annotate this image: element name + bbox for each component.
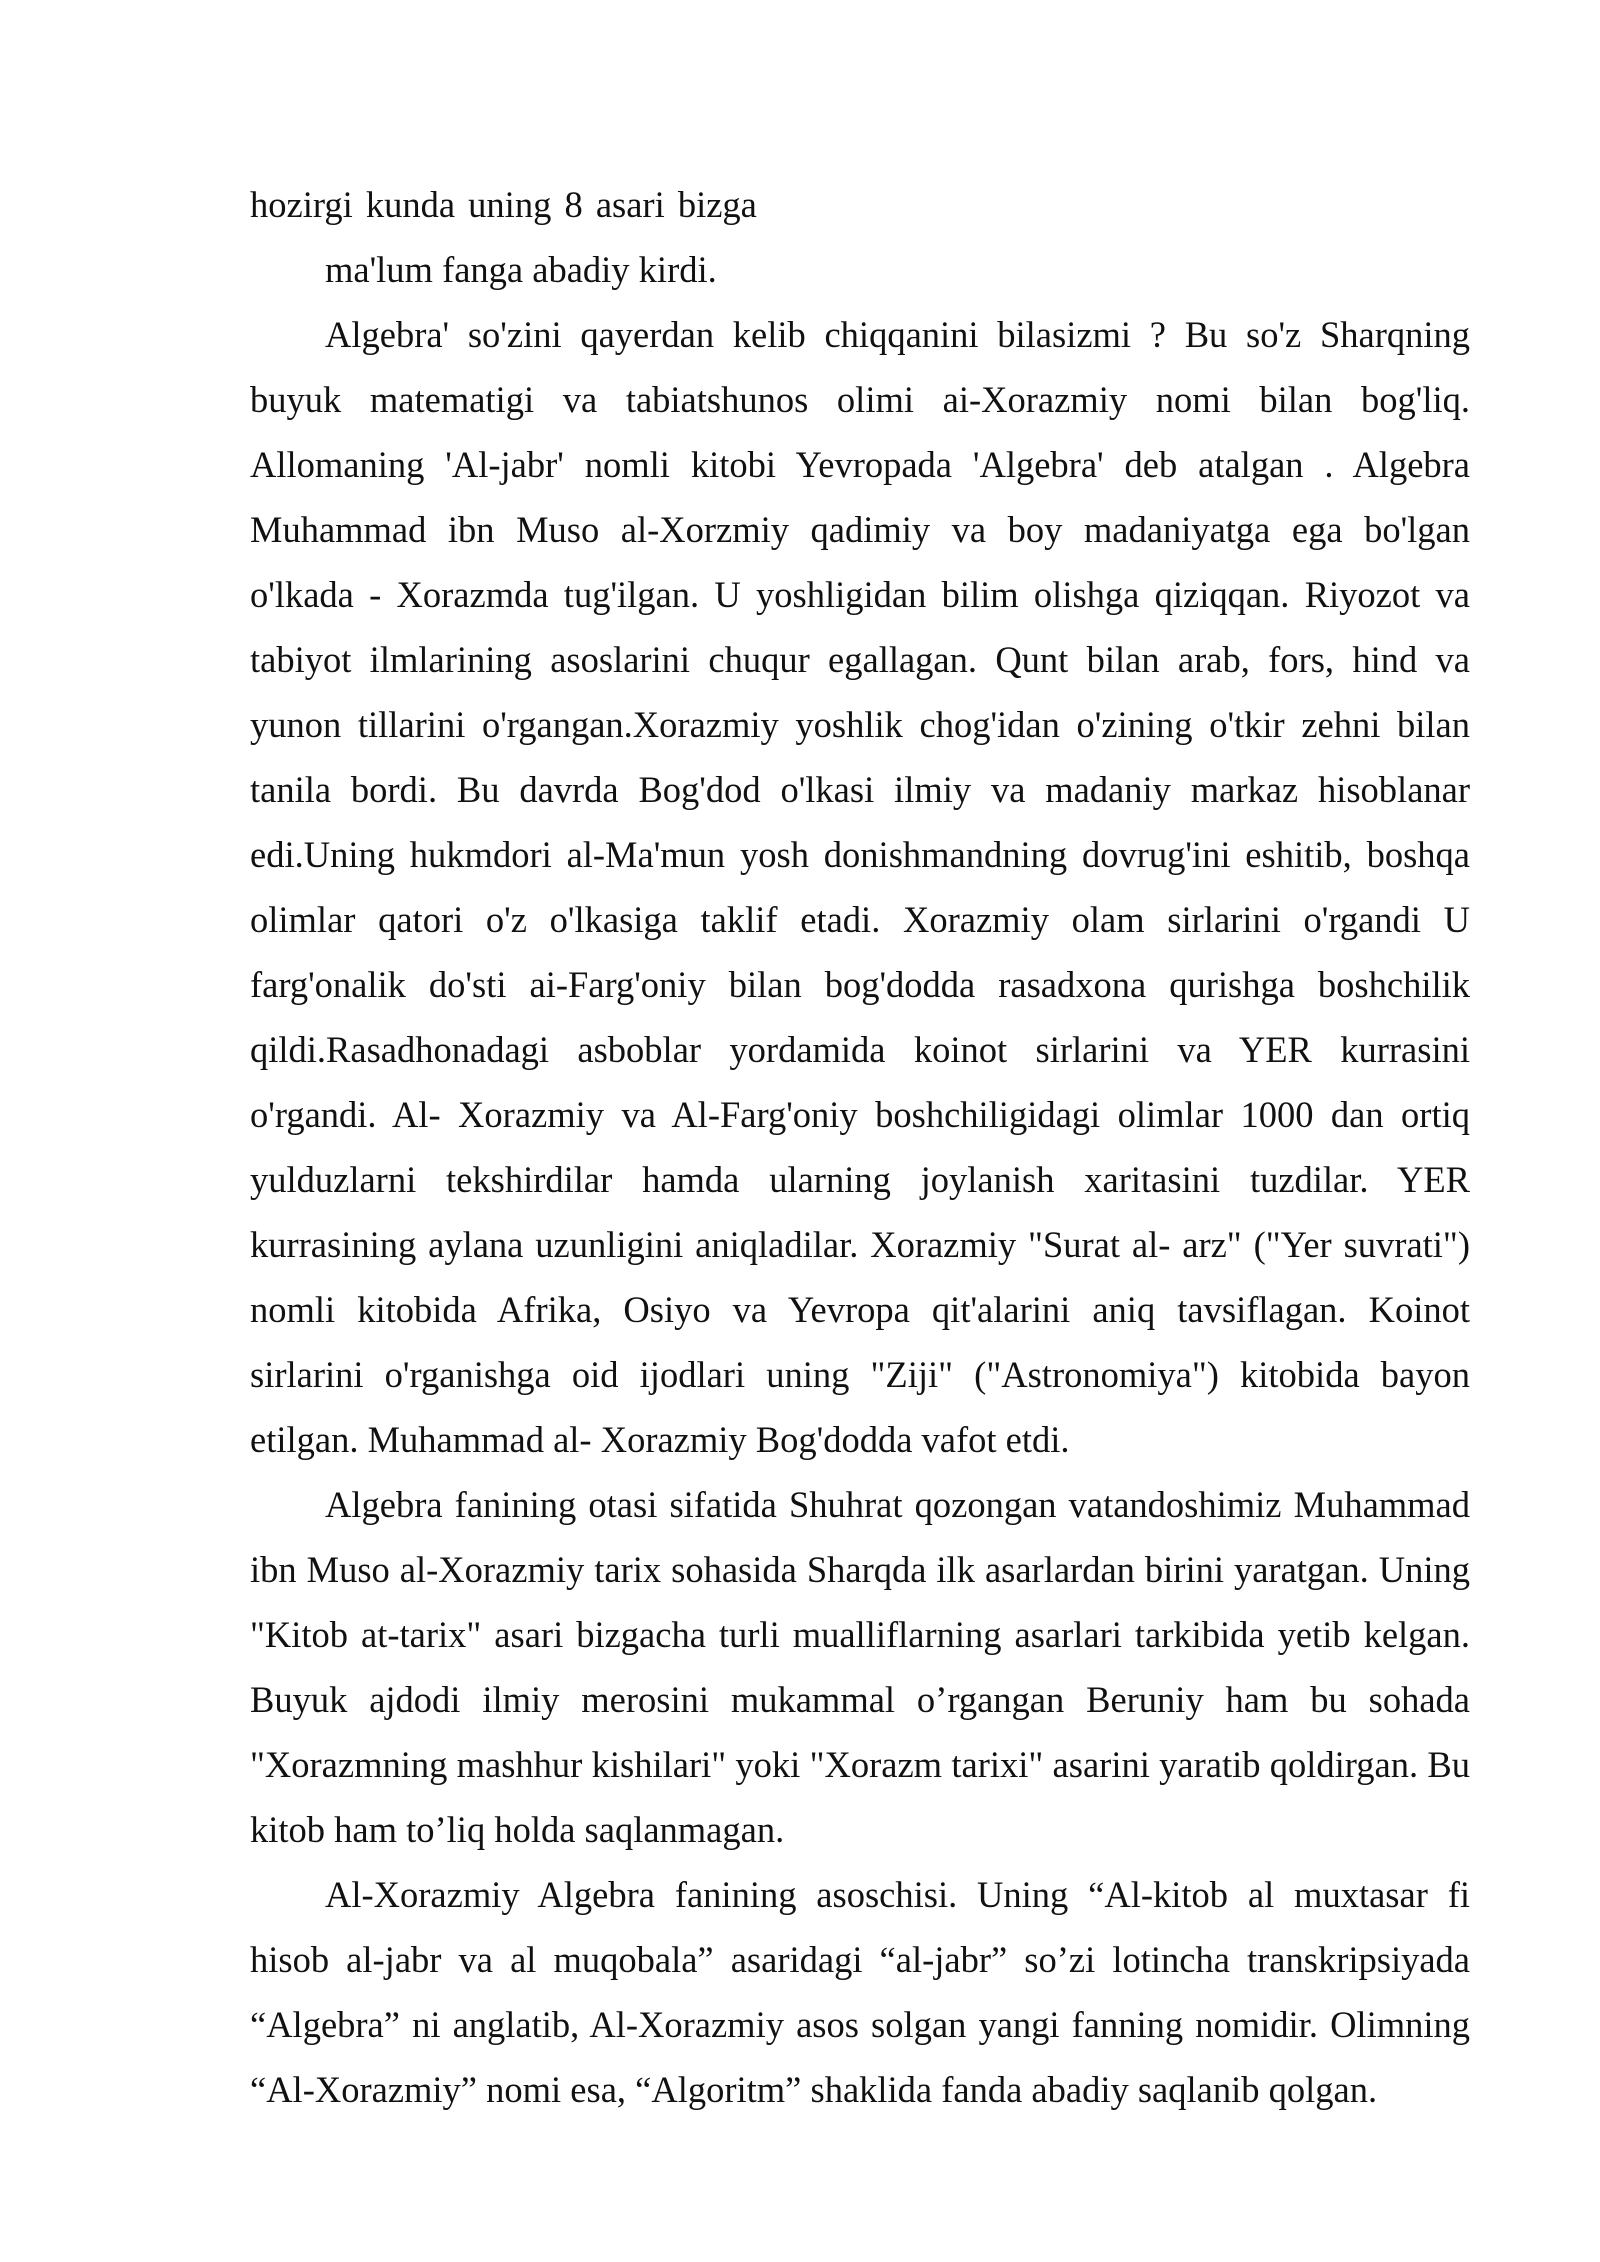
- document-text: [250, 172, 1470, 2122]
- text-line-2: ma'lum fanga abadiy kirdi.: [325, 249, 717, 290]
- paragraph-history-works: Algebra fanining otasi sifatida Shuhrat qozongan vatandoshimiz Muhammad ibn Muso al-Xorazmiy tarix sohasida Sharqda ilk asarlardan birini yaratgan. Uning "Kitob at-tarix" asari bizgacha turli mualliflarning asarlari tarkibida yetib kelgan. Buyuk ajdodi ilmiy merosini mukammal o’rgangan Beruniy ham bu sohada "Xorazmning mashhur kishilari" yoki "Xorazm tarixi" asarini yaratib qoldirgan. Bu kitob ham to’liq holda saqlanmagan.: [250, 1484, 1470, 1850]
- paragraph-algebra-founder: Al-Xorazmiy Algebra fanining asoschisi. Uning “Al-kitob al muxtasar fi hisob al-jabr va al muqobala” asaridagi “al-jabr” so’zi lotincha transkripsiyada “Algebra” ni anglatib, Al-Xorazmiy asos solgan yangi fanning nomidir. Olimning “Al-Xorazmiy” nomi esa, “Algoritm” shaklida fanda abadiy saqlanib qolgan.: [250, 1874, 1470, 2110]
- text-line-1: hozirgi kunda uning 8 asari bizga: [250, 184, 757, 225]
- paragraph-algebra-origin: Algebra' so'zini qayerdan kelib chiqqanini bilasizmi ? Bu so'z Sharqning buyuk matematigi va tabiatshunos olimi ai-Xorazmiy nomi bilan bog'liq. Allomaning 'Al-jabr' nomli kitobi Yevropada 'Algebra' deb atalgan . Algebra Muhammad ibn Muso al-Xorzmiy qadimiy va boy madaniyatga ega bo'lgan o'lkada - Xorazmda tug'ilgan. U yoshligidan bilim olishga qiziqqan. Riyozot va tabiyot ilmlarining asoslarini chuqur egallagan. Qunt bilan arab, fors, hind va yunon tillarini o'rgangan.Xorazmiy yoshlik chog'idan o'zining o'tkir zehni bilan tanila bordi. Bu davrda Bog'dod o'lkasi ilmiy va madaniy markaz hisoblanar edi.Uning hukmdori al-Ma'mun yosh donishmandning dovrug'ini eshitib, boshqa olimlar qatori o'z o'lkasiga taklif etadi. Xorazmiy olam sirlarini o'rgandi U farg'onalik do'sti ai-Farg'oniy bilan bog'dodda rasadxona qurishga boshchilik qildi.Rasadhonadagi asboblar yordamida koinot sirlarini va YER kurrasini o'rgandi. Al- Xorazmiy va Al-Farg'oniy boshchiligidagi olimlar 1000 dan ortiq yulduzlarni tekshirdilar hamda ularning joylanish xaritasini tuzdilar. YER kurrasining aylana uzunligini aniqladilar. Xorazmiy "Surat al- arz" ("Yer suvrati") nomli kitobida Afrika, Osiyo va Yevropa qit'alarini aniq tavsiflagan. Koinot sirlarini o'rganishga oid ijodlari uning "Ziji" ("Astronomiya") kitobida bayon etilgan. Muhammad al- Xorazmiy Bog'dodda vafot etdi.: [250, 314, 1470, 1460]
